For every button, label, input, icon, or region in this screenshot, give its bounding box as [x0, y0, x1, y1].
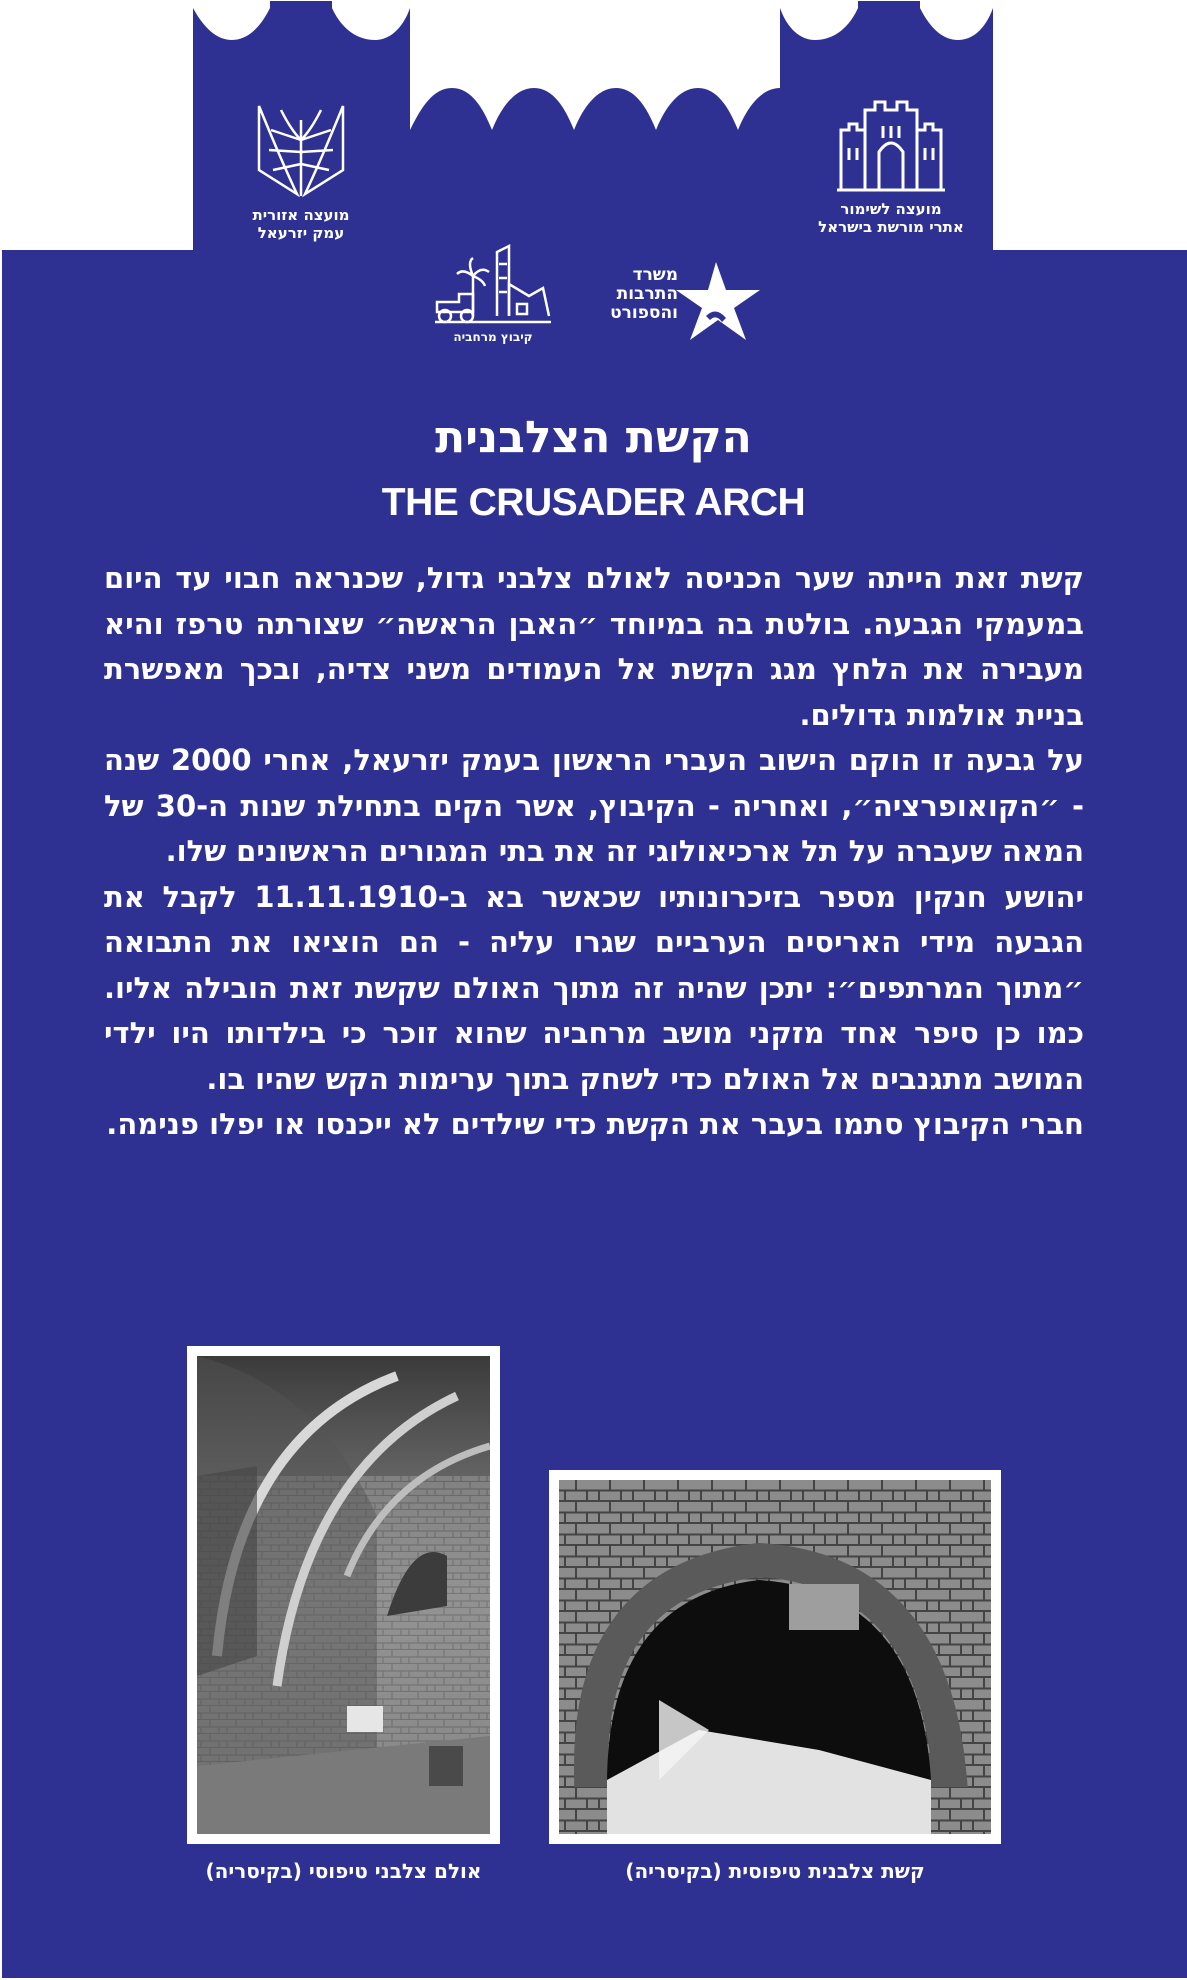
arch-photo-caption: קשת צלבנית טיפוסית (בקיסריה) [625, 1859, 925, 1883]
merhavia-logo-line1: קיבוץ מרחביה [453, 330, 533, 344]
emek-logo-line2: עמק יזרעאל [257, 224, 345, 242]
heritage-council-logo [796, 90, 986, 236]
kibbutz-merhavia-logo [428, 244, 558, 346]
castle-icon [835, 90, 947, 194]
crusader-arch-photo [549, 1470, 1001, 1844]
ministry-of-culture-logo [592, 260, 762, 350]
title-english: THE CRUSADER ARCH [381, 481, 806, 524]
heritage-logo-line1: מועצה לשימור [840, 200, 942, 218]
title-hebrew: הקשת הצלבנית [435, 412, 752, 463]
emek-logo-line1: מועצה אזורית [252, 206, 350, 224]
body-paragraph-3: יהושע חנקין מספר בזיכרונותיו שכאשר בא ב-11.11.1910 לקבל את הגבעה מידי האריסים הערביים שגרו עליה - הם הוציאו את התבואה ״מתוך המרתפים״: יתכן שהיה זה מתוך האולם שקשת זאת הובילה אליו. כמו כן סיפר אחד מזקני מושב מרחביה שהוא זוכר כי בילדותו היו ילדי המושב מתגנבים אל האולם כדי לשחק בתוך ערימות הקש שהיו בו. [104, 879, 1084, 1096]
emek-yizrael-logo [238, 100, 364, 242]
body-paragraph-4: חברי הקיבוץ סתמו בעבר את הקשת כדי שילדים לא ייכנסו או יפלו פנימה. [106, 1107, 1084, 1141]
ministry-logo-line2: התרבות [616, 284, 678, 304]
vaulted-hall-image [197, 1356, 490, 1834]
butterfly-icon [251, 100, 351, 200]
star-figure-icon [676, 260, 762, 346]
hall-photo-caption: אולם צלבני טיפוסי (בקיסריה) [205, 1859, 482, 1883]
body-text [104, 556, 1084, 1148]
heritage-logo-line2: אתרי מורשת בישראל [818, 218, 964, 236]
body-paragraph-1: קשת זאת הייתה שער הכניסה לאולם צלבני גדול, שכנראה חבוי עד היום במעמקי הגבעה. בולטת בה במיוחד ״האבן הראשה״ שצורתה טרפז והיא מעבירה את הלחץ מגג הקשת אל העמודים משני צדיה, ובכך מאפשרת בניית אולמות גדולים. [104, 561, 1084, 732]
crusader-hall-photo [187, 1346, 500, 1844]
kibbutz-tower-icon [433, 244, 553, 326]
ministry-logo-line1: משרד [632, 265, 678, 285]
body-paragraph-2: על גבעה זו הוקם הישוב העברי הראשון בעמק יזרעאל, אחרי 2000 שנה - ״הקואופרציה״, ואחריה - הקיבוץ, אשר הקים בתחילת שנות ה-30 של המאה שעברה על תל ארכיאולוגי זה את בתי המגורים הראשונים שלו. [104, 743, 1085, 868]
ministry-logo-line3: והספורט [610, 303, 678, 323]
stone-arch-image [559, 1480, 991, 1834]
